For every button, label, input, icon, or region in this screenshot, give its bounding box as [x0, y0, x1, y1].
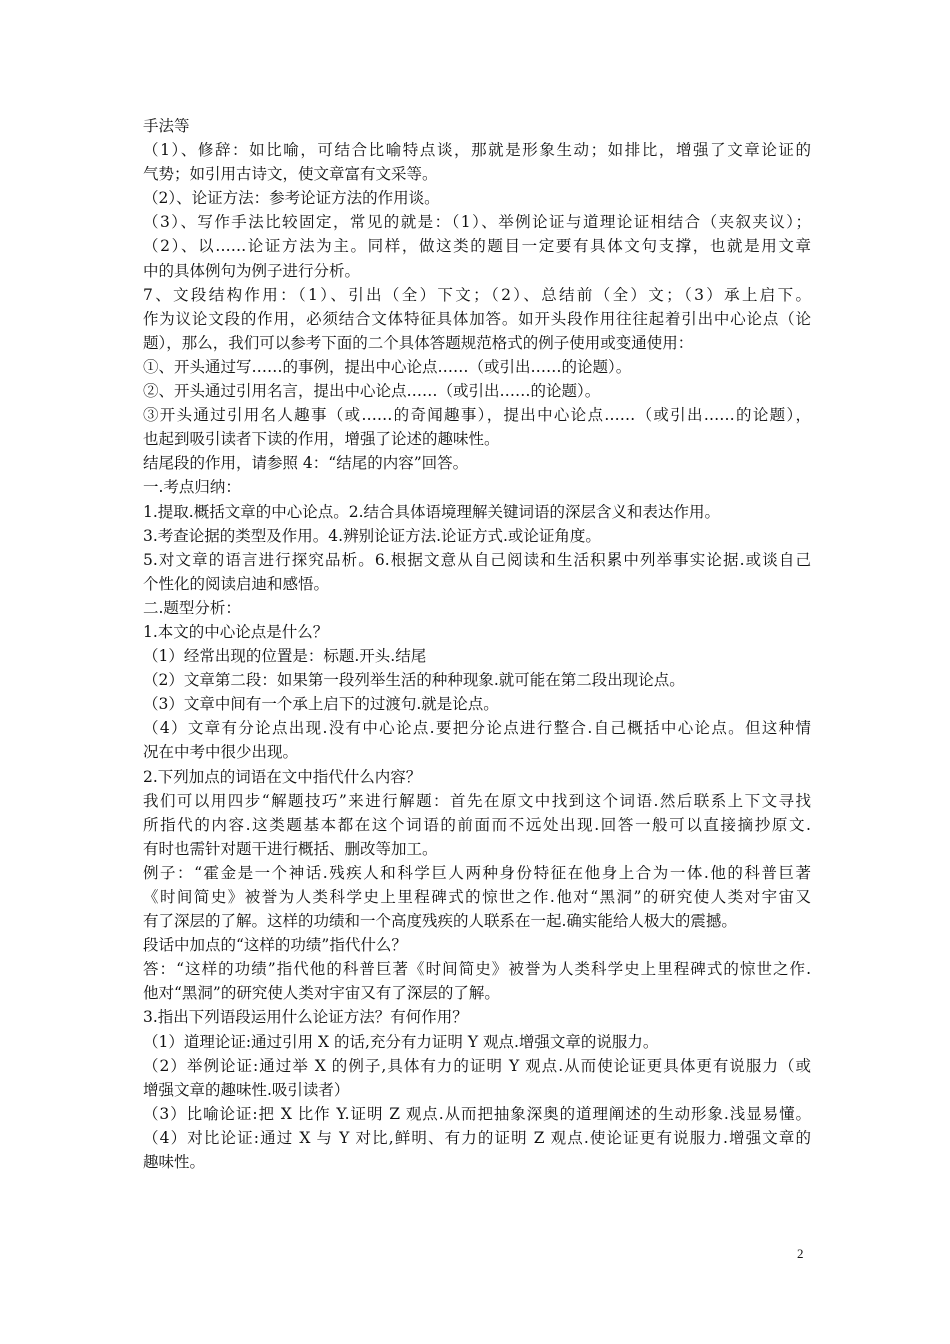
text-line: （4）文章有分论点出现.没有中心论点.要把分论点进行整合.自己概括中心论点。但这种情 [143, 719, 811, 738]
text-line: （1）道理论证:通过引用 X 的话,充分有力证明 Y 观点.增强文章的说服力。 [143, 1032, 659, 1051]
text-line: （2）、以……论证方法为主。同样，做这类的题目一定要有具体文句支撑，也就是用文章 [143, 237, 811, 256]
text-line: 2.下列加点的词语在文中指代什么内容？ [143, 767, 422, 786]
section-heading: 二.题型分析： [143, 598, 241, 617]
text-line: 也起到吸引读者下读的作用，增强了论述的趣味性。 [143, 430, 500, 449]
text-line: 气势；如引用古诗文，使文章富有文采等。 [143, 165, 438, 184]
text-line: 趣味性。 [143, 1153, 206, 1172]
text-line: 我们可以用四步“解题技巧”来进行解题：首先在原文中找到这个词语.然后联系上下文寻找 [143, 791, 811, 810]
text-line: 中的具体例句为例子进行分析。 [143, 261, 361, 280]
page-number: 2 [797, 1246, 804, 1261]
text-line: （3）比喻论证:把 X 比作 Y.证明 Z 观点.从而把抽象深奥的道理阐述的生动形象.浅显易懂。 [143, 1104, 811, 1123]
text-line: （4）对比论证:通过 X 与 Y 对比,鲜明、有力的证明 Z 观点.使论证更有说服力.增强文章的 [143, 1128, 811, 1147]
text-line: ①、开头通过写……的事例，提出中心论点……（或引出……的论题）。 [143, 357, 632, 376]
text-line: （1）经常出现的位置是：标题.开头.结尾 [143, 647, 427, 666]
text-line: （2）文章第二段：如果第一段列举生活的种种现象.就可能在第二段出现论点。 [143, 671, 685, 690]
text-line: 1.本文的中心论点是什么？ [143, 622, 329, 641]
text-line: 段话中加点的“这样的功绩”指代什么？ [143, 936, 407, 955]
text-line: 有时也需针对题干进行概括、删改等加工。 [143, 839, 438, 858]
text-line: （1）、修辞：如比喻，可结合比喻特点谈，那就是形象生动；如排比，增强了文章论证的 [143, 141, 811, 160]
text-line: （3）文章中间有一个承上启下的过渡句.就是论点。 [143, 695, 499, 714]
text-line: （2）举例论证:通过举 X 的例子,具体有力的证明 Y 观点.从而使论证更具体更有说服力（或 [143, 1056, 811, 1075]
section-heading: 一.考点归纳： [143, 478, 241, 497]
text-line: 作为议论文段的作用，必须结合文体特征具体加答。如开头段作用往往起着引出中心论点（论 [143, 309, 811, 328]
text-line: 况在中考中很少出现。 [143, 743, 299, 762]
text-line: 例子：“霍金是一个神话.残疾人和科学巨人两种身份特征在他身上合为一体.他的科普巨著 [143, 863, 811, 882]
text-line: 有了深层的了解。这样的功绩和一个高度残疾的人联系在一起.确实能给人极大的震撼。 [143, 912, 737, 931]
text-line: （3）、写作手法比较固定，常见的就是：（1）、举例论证与道理论证相结合（夹叙夹议）； [143, 213, 811, 232]
text-line: 答：“这样的功绩”指代他的科普巨著《时间简史》被誉为人类科学史上里程碑式的惊世之作. [143, 960, 811, 979]
text-line: （2）、论证方法：参考论证方法的作用谈。 [143, 189, 440, 208]
text-line: 结尾段的作用，请参照 4：“结尾的内容”回答。 [143, 454, 469, 473]
text-line: 3.考查论据的类型及作用。4.辨别论证方法.论证方式.或论证角度。 [143, 526, 601, 545]
text-line: 他对“黑洞”的研究使人类对宇宙又有了深层的了解。 [143, 984, 500, 1003]
text-line: 5.对文章的语言进行探究品析。6.根据文意从自己阅读和生活积累中列举事实论据.或谈自己 [143, 550, 811, 569]
text-line: 题），那么，我们可以参考下面的二个具体答题规范格式的例子使用或变通使用： [143, 333, 694, 352]
text-line: 所指代的内容.这类题基本都在这个词语的前面而不远处出现.回答一般可以直接摘抄原文. [143, 815, 811, 834]
text-line: ②、开头通过引用名言，提出中心论点……（或引出……的论题）。 [143, 382, 601, 401]
text-line: 7、文段结构作用：（1）、引出（全）下文；（2）、总结前（全）文；（3）承上启下。 [143, 285, 811, 304]
text-line: 1.提取.概括文章的中心论点。2.结合具体语境理解关键词语的深层含义和表达作用。 [143, 502, 721, 521]
body-text [143, 114, 811, 1174]
text-line: 3.指出下列语段运用什么论证方法？有何作用？ [143, 1008, 468, 1027]
text-line: 增强文章的趣味性.吸引读者） [143, 1080, 350, 1099]
text-line: 个性化的阅读启迪和感悟。 [143, 574, 330, 593]
text-line: 手法等 [143, 117, 190, 135]
text-line: ③开头通过引用名人趣事（或……的奇闻趣事），提出中心论点……（或引出……的论题）， [143, 406, 811, 425]
text-line: 《时间简史》被誉为人类科学史上里程碑式的惊世之作.他对“黑洞”的研究使人类对宇宙又 [143, 888, 811, 906]
